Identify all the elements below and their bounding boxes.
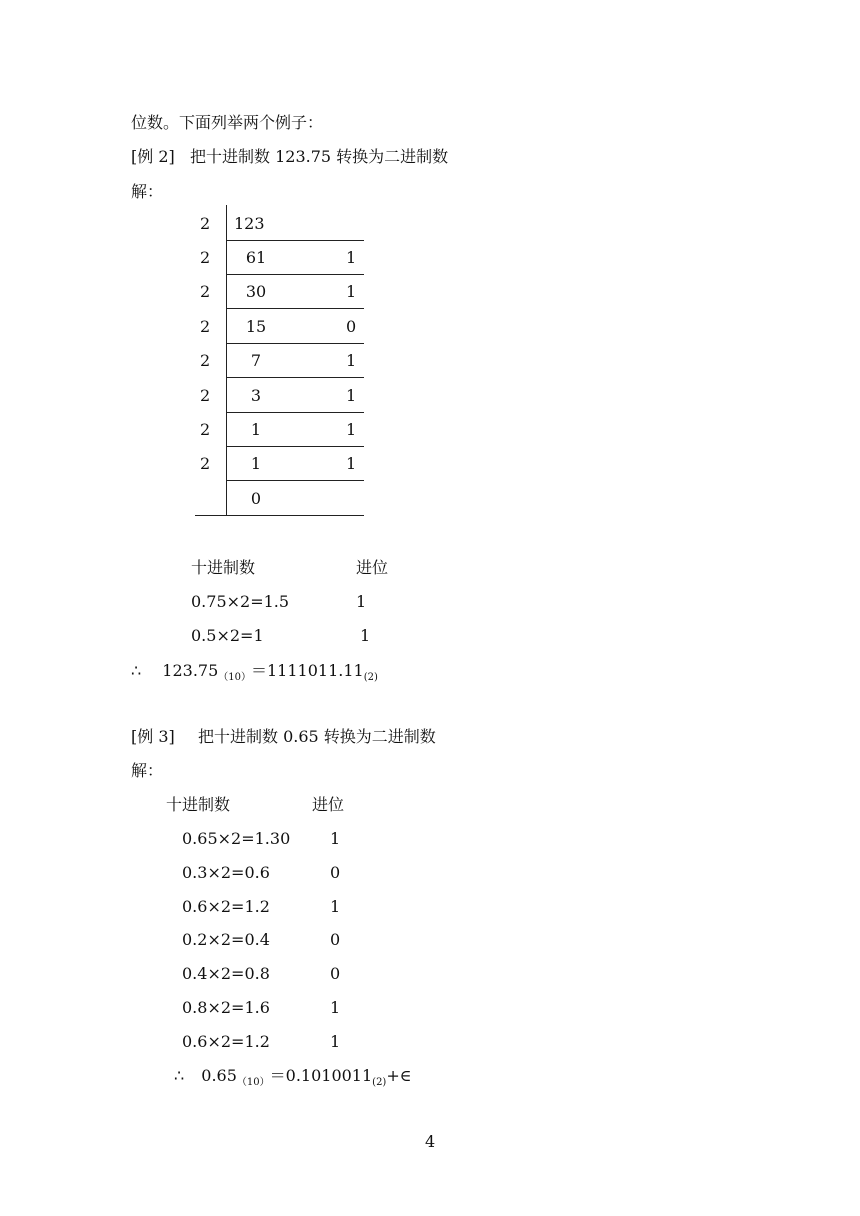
division-row-remainder: 1 xyxy=(346,420,357,439)
example2-title: 把十进制数 123.75 转换为二进制数 xyxy=(190,147,449,166)
result-sub-from: （10） xyxy=(218,672,251,683)
example3-header-decimal: 十进制数 xyxy=(166,795,231,814)
division-row-quotient: 30 xyxy=(245,282,267,301)
result-tail: +∈ xyxy=(386,1066,412,1085)
result-value: 123.75 xyxy=(162,661,219,680)
example3-solution-label: 解： xyxy=(131,761,164,780)
example3-fraction-expr: 0.4×2=0.8 xyxy=(182,964,270,983)
example3-fraction-carry: 1 xyxy=(330,829,341,848)
therefore-symbol: ∴ xyxy=(174,1066,185,1085)
example3-fraction-carry: 1 xyxy=(330,1032,341,1051)
example2-fraction-expr: 0.5×2=1 xyxy=(191,626,264,645)
example3-fraction-expr: 0.8×2=1.6 xyxy=(182,998,270,1017)
division-row-rule xyxy=(226,480,364,481)
division-row-divisor: 2 xyxy=(200,248,211,267)
division-row-remainder: 0 xyxy=(346,317,357,336)
example3-fraction-carry: 0 xyxy=(330,964,341,983)
division-row-remainder: 1 xyxy=(346,454,357,473)
result-equals: ＝1111011.11 xyxy=(251,661,364,680)
example2-result xyxy=(131,661,378,688)
example2-fraction-expr: 0.75×2=1.5 xyxy=(191,592,290,611)
division-row-divisor: 2 xyxy=(200,386,211,405)
division-row-divisor: 2 xyxy=(200,317,211,336)
example3-label: [例 3] xyxy=(131,727,175,746)
result-sub-from: （10） xyxy=(236,1077,270,1088)
example3-fraction-carry: 1 xyxy=(330,897,341,916)
division-row-quotient: 15 xyxy=(245,317,267,336)
result-sub-to: (2) xyxy=(372,1077,387,1088)
division-divisor: 2 xyxy=(200,214,211,233)
page-number: 4 xyxy=(425,1132,436,1151)
division-row-remainder: 1 xyxy=(346,386,357,405)
example2-fraction-carry: 1 xyxy=(356,592,367,611)
division-row-remainder: 1 xyxy=(346,282,357,301)
example2-fraction-carry: 1 xyxy=(360,626,371,645)
therefore-symbol: ∴ xyxy=(131,661,142,680)
division-row-quotient: 7 xyxy=(250,351,262,370)
division-row-remainder: 1 xyxy=(346,351,357,370)
division-row-rule xyxy=(226,343,364,344)
division-vertical-rule xyxy=(226,205,227,515)
example3-fraction-carry: 0 xyxy=(330,930,341,949)
example3-fraction-carry: 1 xyxy=(330,998,341,1017)
example3-fraction-expr: 0.2×2=0.4 xyxy=(182,930,270,949)
example3-title: 把十进制数 0.65 转换为二进制数 xyxy=(198,727,436,746)
example2-header-decimal: 十进制数 xyxy=(191,558,256,577)
example2-header-carry: 进位 xyxy=(356,558,389,577)
division-row-divisor: 2 xyxy=(200,420,211,439)
division-dividend: 123 xyxy=(234,214,265,233)
example3-header-carry: 进位 xyxy=(312,795,345,814)
example3-fraction-expr: 0.6×2=1.2 xyxy=(182,897,270,916)
example2-solution-label: 解： xyxy=(131,182,164,201)
division-row-rule xyxy=(226,377,364,378)
result-value: 0.65 xyxy=(201,1066,237,1085)
example3-fraction-carry: 0 xyxy=(330,863,341,882)
division-row-quotient: 0 xyxy=(250,489,262,508)
example3-fraction-expr: 0.6×2=1.2 xyxy=(182,1032,270,1051)
example3-result xyxy=(174,1066,412,1093)
division-row-quotient: 61 xyxy=(245,248,267,267)
division-row-divisor: 2 xyxy=(200,454,211,473)
example3-fraction-expr: 0.65×2=1.30 xyxy=(182,829,291,848)
division-row-rule xyxy=(226,308,364,309)
division-row-rule xyxy=(226,240,364,241)
division-row-quotient: 1 xyxy=(250,454,262,473)
division-row-rule xyxy=(226,274,364,275)
example3-fraction-expr: 0.3×2=0.6 xyxy=(182,863,270,882)
result-equals: ＝0.1010011 xyxy=(269,1066,373,1085)
division-row-rule xyxy=(226,446,364,447)
division-row-quotient: 3 xyxy=(250,386,262,405)
division-row-divisor: 2 xyxy=(200,351,211,370)
intro-line: 位数。下面列举两个例子： xyxy=(131,113,324,132)
example2-label: [例 2] xyxy=(131,147,175,166)
division-row-divisor: 2 xyxy=(200,282,211,301)
division-row-remainder: 1 xyxy=(346,248,357,267)
division-bottom-rule xyxy=(195,515,364,516)
division-row-rule xyxy=(226,412,364,413)
result-sub-to: (2) xyxy=(363,672,378,683)
division-row-quotient: 1 xyxy=(250,420,262,439)
